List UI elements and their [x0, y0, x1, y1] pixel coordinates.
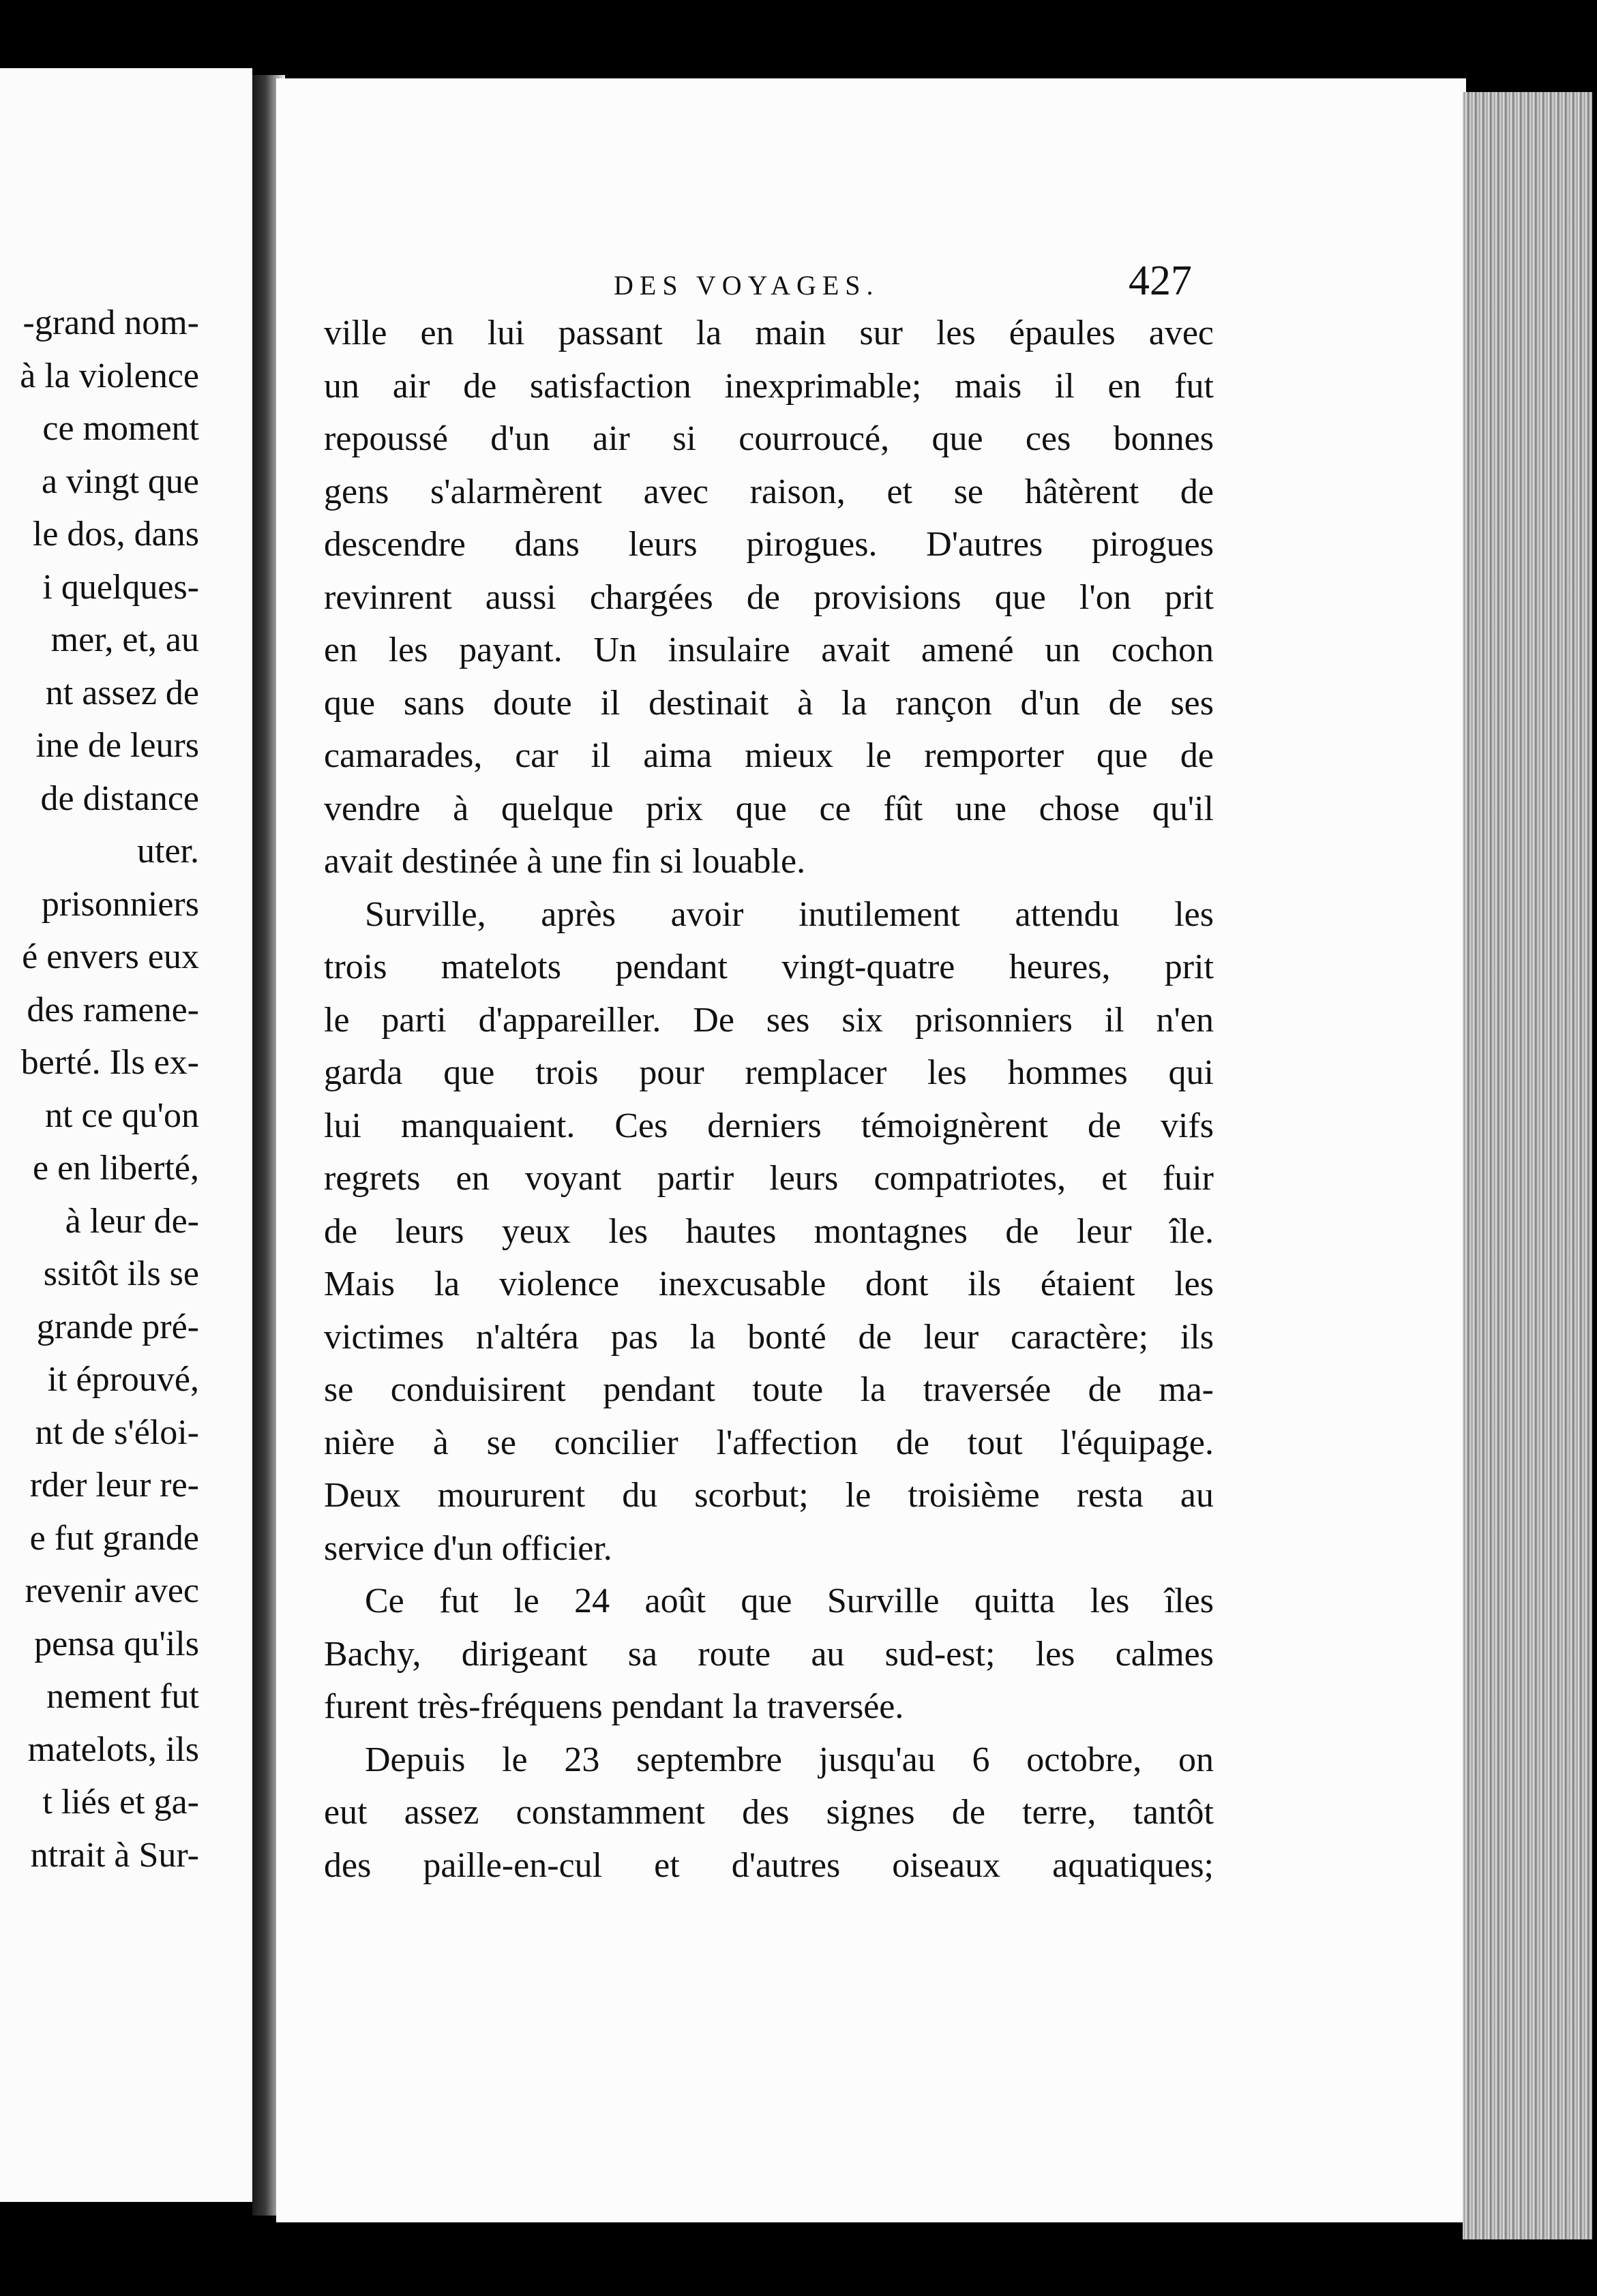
- text-line: vendre à quelque prix que ce fût une chose qu'il: [324, 789, 1214, 828]
- text-line: garda que trois pour remplacer les hommes qui: [324, 1053, 1214, 1092]
- main-page: [276, 78, 1466, 2222]
- text-line: des paille-en-cul et d'autres oiseaux aquatiques;: [324, 1845, 1214, 1885]
- left-line: -grand nom-: [23, 303, 199, 342]
- text-line: furent très-fréquens pendant la traversée.: [324, 1687, 904, 1726]
- left-line: it éprouvé,: [47, 1360, 199, 1399]
- left-line: pensa qu'ils: [34, 1624, 199, 1663]
- left-line: ce moment: [42, 409, 199, 448]
- text-line: Bachy, dirigeant sa route au sud-est; les calmes: [324, 1634, 1214, 1674]
- page-body: [324, 307, 1214, 1892]
- left-line: e en liberté,: [33, 1149, 199, 1188]
- left-line: revenir avec: [25, 1571, 199, 1610]
- left-line: uter.: [137, 832, 199, 871]
- left-page-text: [20, 297, 199, 1882]
- text-line: descendre dans leurs pirogues. D'autres pirogues: [324, 525, 1214, 564]
- left-line: nement fut: [46, 1677, 199, 1716]
- text-line: Depuis le 23 septembre jusqu'au 6 octobre, on: [365, 1740, 1214, 1779]
- text-line: se conduisirent pendant toute la traversée de ma-: [324, 1370, 1214, 1409]
- text-line: ville en lui passant la main sur les épaules avec: [324, 314, 1214, 352]
- text-line: Surville, après avoir inutilement attendu les: [365, 894, 1214, 934]
- text-line: Mais la violence inexcusable dont ils étaient les: [324, 1265, 1214, 1303]
- text-line: victimes n'altéra pas la bonté de leur caractère; ils: [324, 1317, 1214, 1357]
- text-line: gens s'alarmèrent avec raison, et se hâtèrent de: [324, 472, 1214, 511]
- text-line: de leurs yeux les hautes montagnes de leur île.: [324, 1211, 1214, 1251]
- text-line: Ce fut le 24 août que Surville quitta les îles: [365, 1582, 1214, 1620]
- left-line: rder leur re-: [29, 1466, 199, 1505]
- left-line: t liés et ga-: [42, 1783, 199, 1822]
- left-line: matelots, ils: [27, 1729, 199, 1769]
- left-line: ine de leurs: [35, 726, 199, 765]
- text-line: Deux moururent du scorbut; le troisième resta au: [324, 1476, 1214, 1515]
- left-line: prisonniers: [41, 884, 199, 924]
- left-line: a vingt que: [41, 462, 199, 501]
- left-line: é envers eux: [22, 937, 199, 976]
- text-line: eut assez constamment des signes de terre, tantôt: [324, 1793, 1214, 1832]
- left-line: ssitôt ils se: [43, 1254, 199, 1293]
- text-line: lui manquaient. Ces derniers témoignèrent de vifs: [324, 1106, 1214, 1145]
- page-number: 427: [1129, 258, 1192, 304]
- left-line: nt de s'éloi-: [35, 1413, 199, 1452]
- text-line: nière à se concilier l'affection de tout l'équipage.: [324, 1423, 1214, 1462]
- text-line: le parti d'appareiller. De ses six prisonniers il n'en: [324, 1000, 1214, 1040]
- left-line: mer, et, au: [50, 620, 199, 659]
- text-line: en les payant. Un insulaire avait amené un cochon: [324, 631, 1214, 669]
- left-line: ntrait à Sur-: [30, 1835, 199, 1875]
- left-line: grande pré-: [36, 1307, 199, 1346]
- left-line: de distance: [40, 779, 199, 818]
- text-line: un air de satisfaction inexprimable; mais il en fut: [324, 366, 1214, 406]
- left-line: à la violence: [20, 356, 199, 395]
- left-facing-page: [0, 68, 252, 2202]
- left-line: berté. Ils ex-: [20, 1043, 199, 1082]
- left-line: e fut grande: [29, 1518, 199, 1558]
- left-line: nt assez de: [45, 673, 199, 712]
- left-line: des ramene-: [27, 990, 199, 1029]
- text-line: service d'un officier.: [324, 1528, 612, 1568]
- text-line: camarades, car il aima mieux le remporter que de: [324, 736, 1214, 775]
- left-line: à leur de-: [65, 1201, 199, 1241]
- left-line: i quelques-: [42, 567, 199, 607]
- left-line: nt ce qu'on: [45, 1096, 199, 1135]
- text-line: trois matelots pendant vingt-quatre heures, prit: [324, 948, 1214, 986]
- running-title: DES VOYAGES.: [614, 270, 880, 301]
- text-line: repoussé d'un air si courroucé, que ces bonnes: [324, 419, 1214, 458]
- text-line: revinrent aussi chargées de provisions que l'on prit: [324, 577, 1214, 617]
- text-line: que sans doute il destinait à la rançon d'un de ses: [324, 683, 1214, 723]
- left-line: le dos, dans: [32, 515, 199, 554]
- text-line: regrets en voyant partir leurs compatriotes, et fuir: [324, 1159, 1214, 1198]
- page-edges: [1463, 92, 1592, 2239]
- text-line: avait destinée à une fin si louable.: [324, 842, 806, 881]
